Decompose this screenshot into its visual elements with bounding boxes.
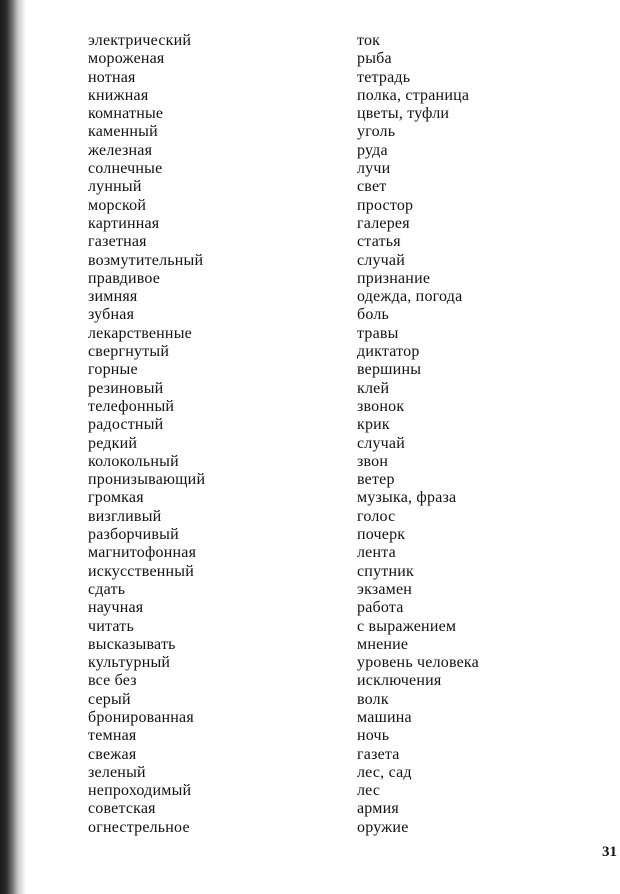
noun-item: цветы, туфли <box>357 105 450 123</box>
adjective-item: мороженая <box>88 50 165 68</box>
noun-item: исключения <box>357 672 442 690</box>
noun-item: ток <box>357 32 381 49</box>
adjective-item: лекарственные <box>88 324 192 342</box>
adjective-item: телефонный <box>88 397 175 415</box>
adjective-item: возмутительный <box>88 251 204 269</box>
noun-item: одежда, погода <box>357 288 463 306</box>
adjective-item: комнатные <box>88 105 164 123</box>
adjective-item: лунный <box>88 178 142 196</box>
adjective-item: зимняя <box>88 288 138 306</box>
noun-item: ветер <box>357 471 395 489</box>
noun-item: боль <box>357 306 390 324</box>
adjective-item: зеленый <box>88 763 146 781</box>
noun-item: экзамен <box>357 580 413 598</box>
noun-item: армия <box>357 800 399 818</box>
noun-item: газета <box>357 745 400 763</box>
adjective-item: свергнутый <box>88 343 170 361</box>
noun-item: случай <box>357 434 405 452</box>
noun-item: мнение <box>357 635 409 653</box>
noun-item: звонок <box>357 397 405 415</box>
noun-item: ночь <box>357 727 390 745</box>
noun-item: машина <box>357 708 412 726</box>
adjective-item: пронизывающий <box>88 471 206 489</box>
noun-item: случай <box>357 251 405 269</box>
noun-item: статья <box>357 233 401 251</box>
adjective-item: книжная <box>88 86 149 104</box>
adjective-item: культурный <box>88 654 171 672</box>
noun-item: оружие <box>357 818 409 836</box>
noun-item: с выражением <box>357 617 457 635</box>
noun-item: лес <box>357 782 381 800</box>
adjective-item: правдивое <box>88 269 161 287</box>
adjective-item: визгливый <box>88 507 162 525</box>
noun-item: лента <box>357 544 396 562</box>
noun-item: уровень человека <box>357 654 479 672</box>
noun-item: работа <box>357 599 404 617</box>
adjective-item: читать <box>88 617 134 635</box>
adjective-item: научная <box>88 599 144 617</box>
adjective-item: нотная <box>88 68 136 86</box>
noun-column <box>357 32 479 837</box>
noun-item: лучи <box>357 160 391 178</box>
noun-item: травы <box>357 324 399 342</box>
noun-item: свет <box>357 178 387 196</box>
noun-item: голос <box>357 507 396 525</box>
adjective-item: свежая <box>88 745 137 763</box>
adjective-item: советская <box>88 800 156 818</box>
adjective-item: редкий <box>88 434 138 452</box>
adjective-item: железная <box>88 141 153 159</box>
noun-item: простор <box>357 196 414 214</box>
noun-item: уголь <box>357 123 396 141</box>
adjective-item: громкая <box>88 489 144 507</box>
noun-item: крик <box>357 416 390 434</box>
noun-item: полка, страница <box>357 86 470 104</box>
adjective-item: серый <box>88 690 131 708</box>
adjective-item: сдать <box>88 580 126 598</box>
noun-item: тетрадь <box>357 68 411 86</box>
adjective-item: огнестрельное <box>88 818 190 836</box>
noun-item: спутник <box>357 562 414 580</box>
adjective-item: солнечные <box>88 160 163 178</box>
adjective-item: искусственный <box>88 562 195 580</box>
noun-item: лес, сад <box>357 763 412 781</box>
noun-item: почерк <box>357 526 406 544</box>
adjective-item: горные <box>88 361 138 379</box>
adjective-item: радостный <box>88 416 164 434</box>
adjective-item: зубная <box>88 306 135 324</box>
adjective-item: высказывать <box>88 635 176 653</box>
noun-item: руда <box>357 141 388 159</box>
adjective-item: все без <box>88 672 137 690</box>
adjective-item: резиновый <box>88 379 164 397</box>
noun-item: вершины <box>357 361 422 379</box>
noun-item: галерея <box>357 214 410 232</box>
noun-item: звон <box>357 452 389 470</box>
adjective-item: бронированная <box>88 708 194 726</box>
adjective-item: электрический <box>88 32 192 49</box>
page-binding-shadow <box>0 0 26 894</box>
noun-item: волк <box>357 690 389 708</box>
adjective-item: газетная <box>88 233 147 251</box>
adjective-item: магнитофонная <box>88 544 197 562</box>
adjective-item: картинная <box>88 214 160 232</box>
adjective-item: разборчивый <box>88 526 179 544</box>
adjective-column <box>88 32 205 837</box>
page-number: 31 <box>602 844 617 860</box>
noun-item: клей <box>357 379 390 397</box>
noun-item: признание <box>357 269 431 287</box>
adjective-item: морской <box>88 196 147 214</box>
noun-item: музыка, фраза <box>357 489 457 507</box>
noun-item: диктатор <box>357 343 420 361</box>
adjective-item: колокольный <box>88 452 179 470</box>
adjective-item: темная <box>88 727 137 745</box>
adjective-item: непроходимый <box>88 782 192 800</box>
noun-item: рыба <box>357 50 392 68</box>
adjective-item: каменный <box>88 123 158 141</box>
